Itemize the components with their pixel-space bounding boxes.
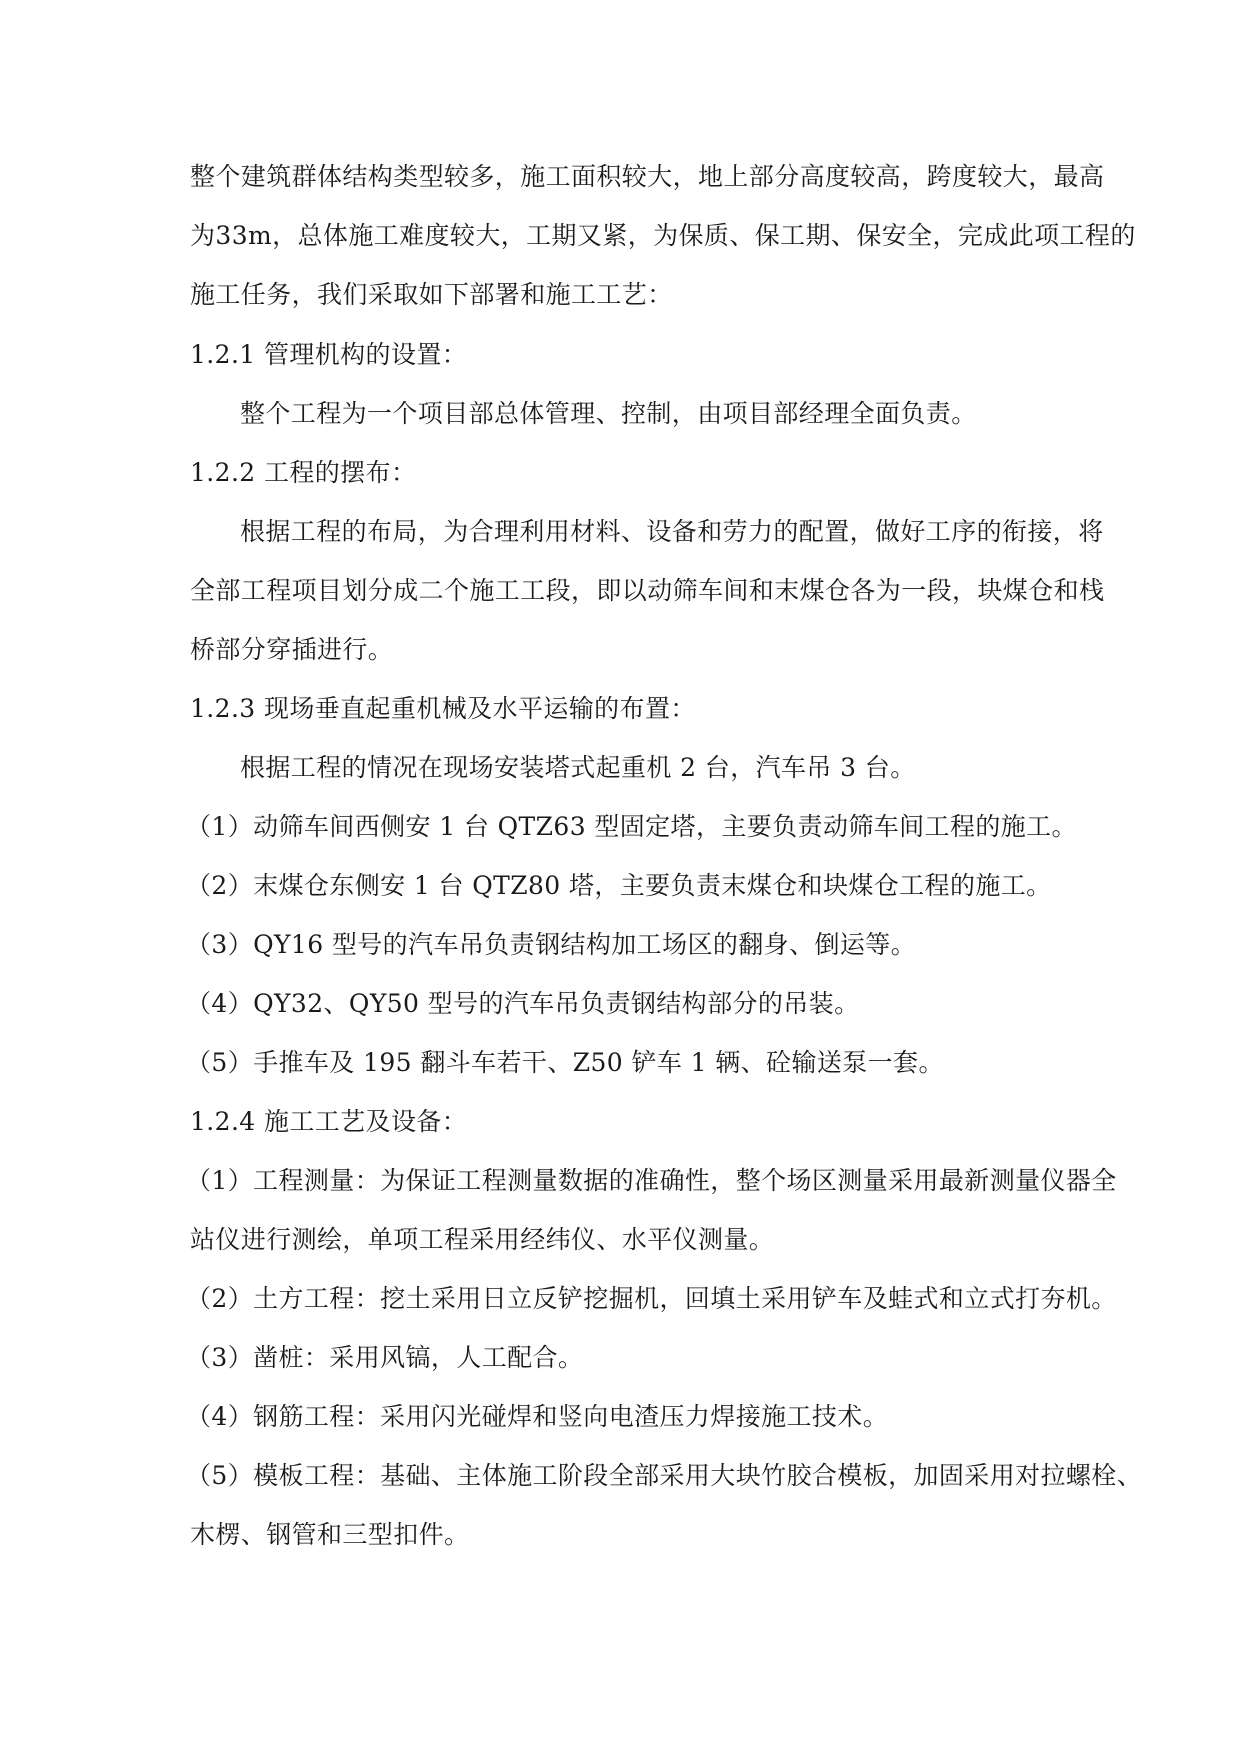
section-1-2-3-body: 根据工程的情况在现场安装塔式起重机 2 台，汽车吊 3 台。 bbox=[240, 753, 916, 782]
section-1-2-2-line-2: 全部工程项目划分成二个施工工段，即以动筛车间和末煤仓各为一段，块煤仓和栈 bbox=[190, 576, 1105, 605]
section-1-2-1-body: 整个工程为一个项目部总体管理、控制，由项目部经理全面负责。 bbox=[240, 399, 977, 428]
list-item-4: （4）钢筋工程：采用闪光碰焊和竖向电渣压力焊接施工技术。 bbox=[186, 1402, 889, 1431]
list-item-3: （3）凿桩：采用风镐，人工配合。 bbox=[186, 1343, 584, 1372]
list-item: （4）QY32、QY50 型号的汽车吊负责钢结构部分的吊装。 bbox=[186, 989, 860, 1018]
list-item-1-line-1: （1）工程测量：为保证工程测量数据的准确性，整个场区测量采用最新测量仪器全 bbox=[186, 1166, 1117, 1195]
list-item: （3）QY16 型号的汽车吊负责钢结构加工场区的翻身、倒运等。 bbox=[186, 930, 917, 959]
list-item-1-line-2: 站仪进行测绘，单项工程采用经纬仪、水平仪测量。 bbox=[190, 1225, 775, 1254]
intro-line-2: 为33m，总体施工难度较大，工期又紧，为保质、保工期、保安全，完成此项工程的 bbox=[190, 221, 1136, 250]
section-1-2-2-line-1: 根据工程的布局，为合理利用材料、设备和劳力的配置，做好工序的衔接，将 bbox=[240, 517, 1104, 546]
section-heading-1-2-4: 1.2.4 施工工艺及设备： bbox=[190, 1107, 468, 1136]
section-1-2-2-line-3: 桥部分穿插进行。 bbox=[190, 635, 394, 664]
list-item: （2）末煤仓东侧安 1 台 QTZ80 塔，主要负责末煤仓和块煤仓工程的施工。 bbox=[186, 871, 1052, 900]
list-item-5-line-1: （5）模板工程：基础、主体施工阶段全部采用大块竹胶合模板，加固采用对拉螺栓、 bbox=[186, 1461, 1143, 1490]
intro-line-1: 整个建筑群体结构类型较多，施工面积较大，地上部分高度较高，跨度较大，最高 bbox=[190, 162, 1105, 191]
section-heading-1-2-1: 1.2.1 管理机构的设置： bbox=[190, 340, 468, 369]
section-heading-1-2-3: 1.2.3 现场垂直起重机械及水平运输的布置： bbox=[190, 694, 696, 723]
intro-line-3: 施工任务，我们采取如下部署和施工工艺： bbox=[190, 280, 673, 309]
list-item-5-line-2: 木楞、钢管和三型扣件。 bbox=[190, 1520, 470, 1549]
list-item-2: （2）土方工程：挖土采用日立反铲挖掘机，回填土采用铲车及蛙式和立式打夯机。 bbox=[186, 1284, 1117, 1313]
list-item: （1）动筛车间西侧安 1 台 QTZ63 型固定塔，主要负责动筛车间工程的施工。 bbox=[186, 812, 1077, 841]
section-heading-1-2-2: 1.2.2 工程的摆布： bbox=[190, 458, 417, 487]
list-item: （5）手推车及 195 翻斗车若干、Z50 铲车 1 辆、砼输送泵一套。 bbox=[186, 1048, 944, 1077]
